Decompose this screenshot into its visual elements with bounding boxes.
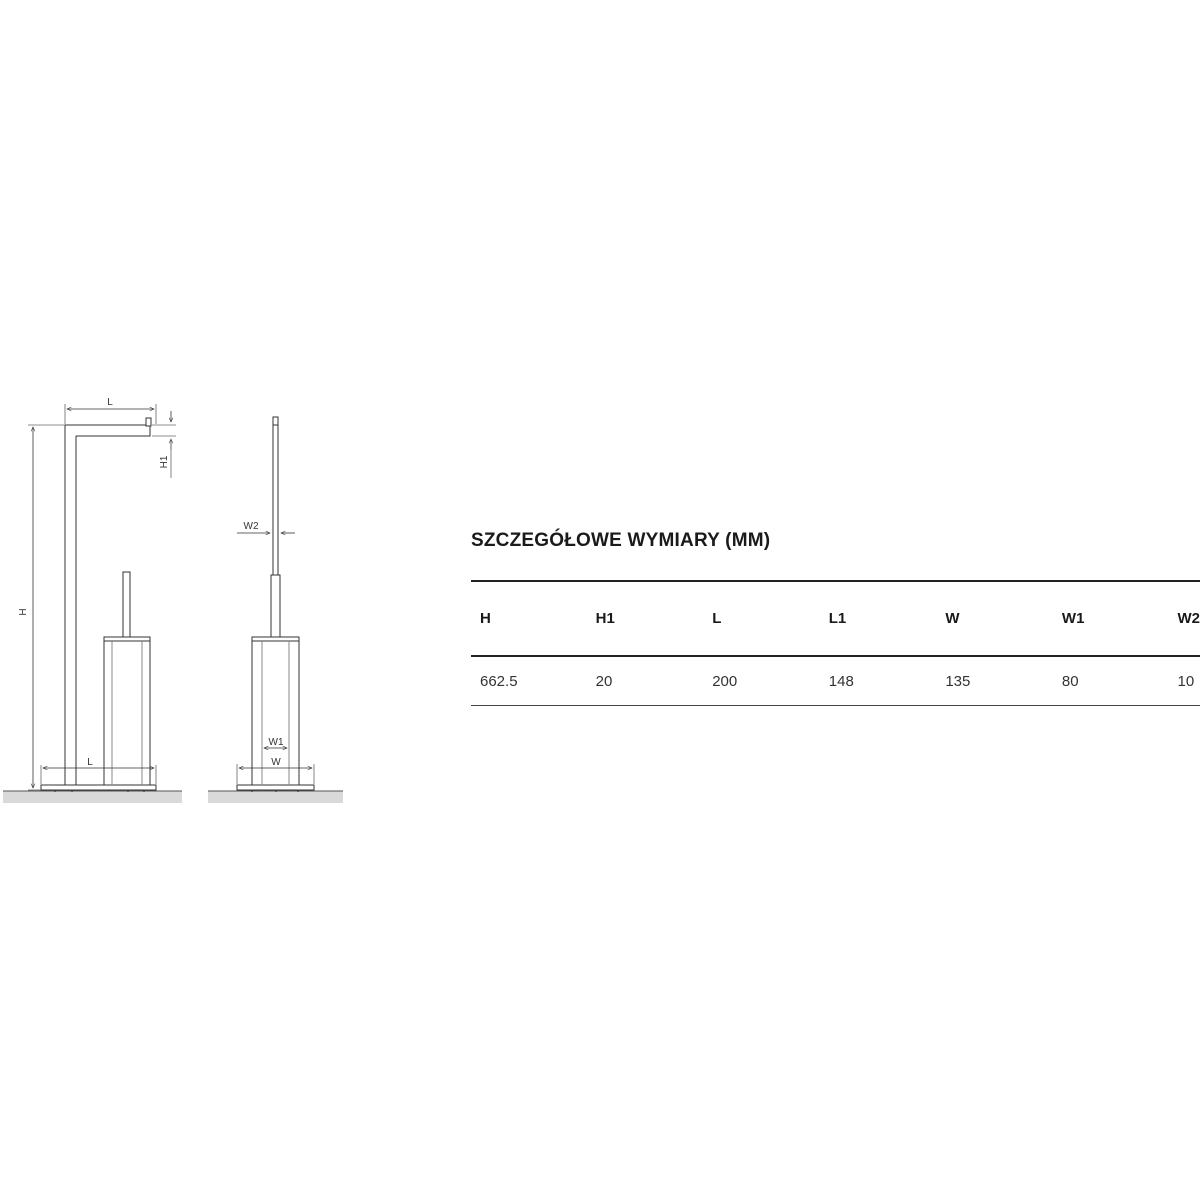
table-header-row [471, 581, 1200, 656]
value-W: 135 [945, 672, 971, 690]
front-brush-container [104, 637, 150, 785]
value-H: 662.5 [480, 672, 518, 690]
side-lower-pole [271, 575, 280, 637]
front-floor [3, 791, 182, 803]
front-pole [65, 425, 76, 785]
header-L: L [712, 610, 722, 627]
value-W1: 80 [1061, 672, 1079, 690]
dimensions-table [471, 580, 1200, 706]
header-L1: L1 [828, 610, 847, 627]
value-L1: 148 [828, 672, 854, 690]
side-floor [208, 791, 343, 803]
label-W1: W1 [268, 737, 284, 748]
header-H: H [480, 610, 491, 627]
side-upper-pole [273, 425, 278, 575]
label-W2: W2 [243, 521, 259, 532]
header-H1: H1 [595, 610, 615, 627]
side-base-plate [237, 785, 314, 790]
label-L-bottom: L [87, 757, 93, 768]
front-top-arm [65, 425, 150, 436]
dimensions-spec [471, 528, 1200, 690]
front-view-drawing [3, 404, 182, 803]
label-L-top: L [107, 397, 113, 408]
value-W2: 10 [1177, 672, 1195, 690]
table-row [471, 656, 1200, 706]
label-W: W [271, 757, 281, 768]
header-W1: W1 [1061, 610, 1085, 627]
value-H1: 20 [595, 672, 613, 690]
header-W2: W2 [1177, 610, 1200, 627]
value-L: 200 [712, 672, 738, 690]
side-top-pin [273, 417, 278, 425]
label-H1: H1 [159, 455, 170, 469]
label-H: H [18, 608, 29, 616]
front-brush-handle [123, 572, 130, 639]
front-base-plate [41, 785, 156, 790]
spec-title: SZCZEGÓŁOWE WYMIARY (MM) [471, 530, 771, 551]
header-W: W [945, 610, 960, 627]
